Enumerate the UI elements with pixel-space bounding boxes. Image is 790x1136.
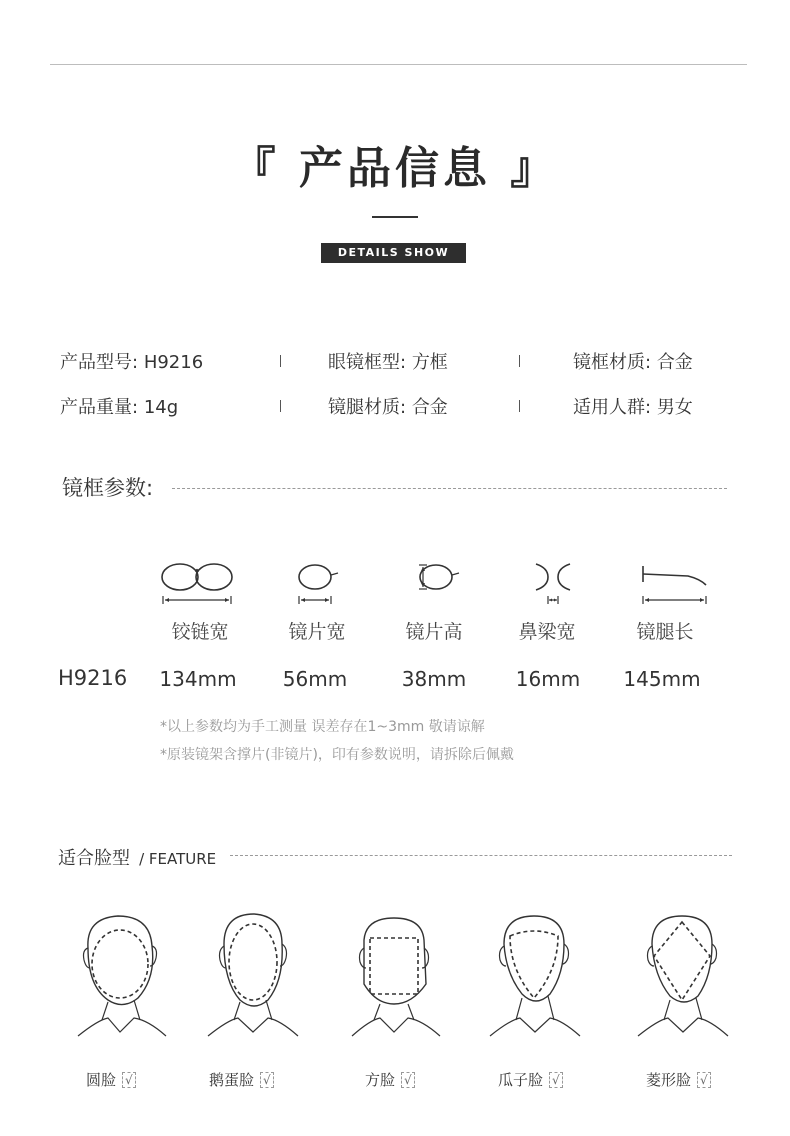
bridge-width-icon [492, 560, 602, 608]
measurement-note: *以上参数均为手工测量 误差存在1~3mm 敬请谅解 [160, 719, 485, 735]
param-label: 鼻梁宽 [518, 621, 576, 643]
face-name: 鹅蛋脸 [209, 1071, 255, 1089]
frame-params-dashed-rule [172, 488, 727, 489]
check-icon: √ [401, 1072, 415, 1088]
param-value: 145mm [623, 667, 701, 691]
param-value: 56mm [282, 667, 348, 691]
spec-value: 合金 [411, 397, 448, 418]
spec-value: H9216 [143, 352, 204, 373]
param-model: H9216 [58, 666, 128, 690]
heart-face-icon [480, 908, 590, 1047]
check-icon: √ [697, 1072, 711, 1088]
spec-label: 适用人群: [573, 397, 652, 418]
spec-temple-material [328, 393, 448, 419]
spec-model [60, 348, 203, 374]
packaging-note: *原装镜架含撑片(非镜片)，印有参数说明，请拆除后佩戴 [160, 747, 514, 763]
details-badge: DETAILS SHOW [321, 243, 466, 263]
param-label: 镜片宽 [288, 621, 346, 643]
spec-frame-material [573, 348, 693, 374]
square-face-icon [342, 908, 452, 1047]
spec-separator [519, 355, 520, 367]
spec-value: 男女 [656, 397, 693, 418]
spec-value: 方框 [411, 352, 448, 373]
face-section-title [58, 844, 216, 870]
param-label: 镜片高 [405, 621, 463, 643]
check-icon: √ [260, 1072, 274, 1088]
spec-separator [280, 355, 281, 367]
page-title: 『 产品信息 』 [231, 143, 559, 194]
temple-length-icon [610, 560, 720, 608]
title-underline [372, 216, 418, 218]
spec-value: 14g [143, 397, 179, 418]
lens-width-icon [262, 560, 372, 608]
face-label-round [86, 1069, 136, 1090]
param-value: 134mm [159, 667, 237, 691]
spec-separator [519, 400, 520, 412]
spec-value: 合金 [656, 352, 693, 373]
face-subtitle: / FEATURE [139, 850, 217, 868]
check-icon: √ [549, 1072, 563, 1088]
spec-label: 镜框材质: [573, 352, 652, 373]
param-value: 16mm [515, 667, 581, 691]
frame-params-title: 镜框参数: [62, 476, 154, 500]
face-name: 圆脸 [86, 1071, 117, 1089]
spec-audience [573, 393, 693, 419]
param-value: 38mm [401, 667, 467, 691]
spec-weight [60, 393, 178, 419]
spec-label: 镜腿材质: [328, 397, 407, 418]
param-label: 镜腿长 [636, 621, 694, 643]
param-label: 铰链宽 [171, 621, 229, 643]
face-label-diamond [646, 1069, 711, 1090]
face-name: 方脸 [365, 1071, 396, 1089]
spec-label: 产品重量: [60, 397, 139, 418]
spec-separator [280, 400, 281, 412]
lens-height-icon [379, 560, 489, 608]
face-name: 瓜子脸 [498, 1071, 544, 1089]
spec-frame-type [328, 348, 448, 374]
spec-label: 产品型号: [60, 352, 139, 373]
face-title: 适合脸型 [58, 848, 130, 869]
face-name: 菱形脸 [646, 1071, 692, 1089]
hinge-width-icon [145, 560, 255, 608]
top-divider [50, 64, 747, 65]
round-face-icon [68, 908, 178, 1047]
face-label-square [365, 1069, 415, 1090]
face-label-oval [209, 1069, 274, 1090]
spec-label: 眼镜框型: [328, 352, 407, 373]
diamond-face-icon [628, 908, 738, 1047]
check-icon: √ [122, 1072, 136, 1088]
face-label-heart [498, 1069, 563, 1090]
face-section-dashed-rule [230, 855, 732, 856]
oval-face-icon [198, 908, 308, 1047]
